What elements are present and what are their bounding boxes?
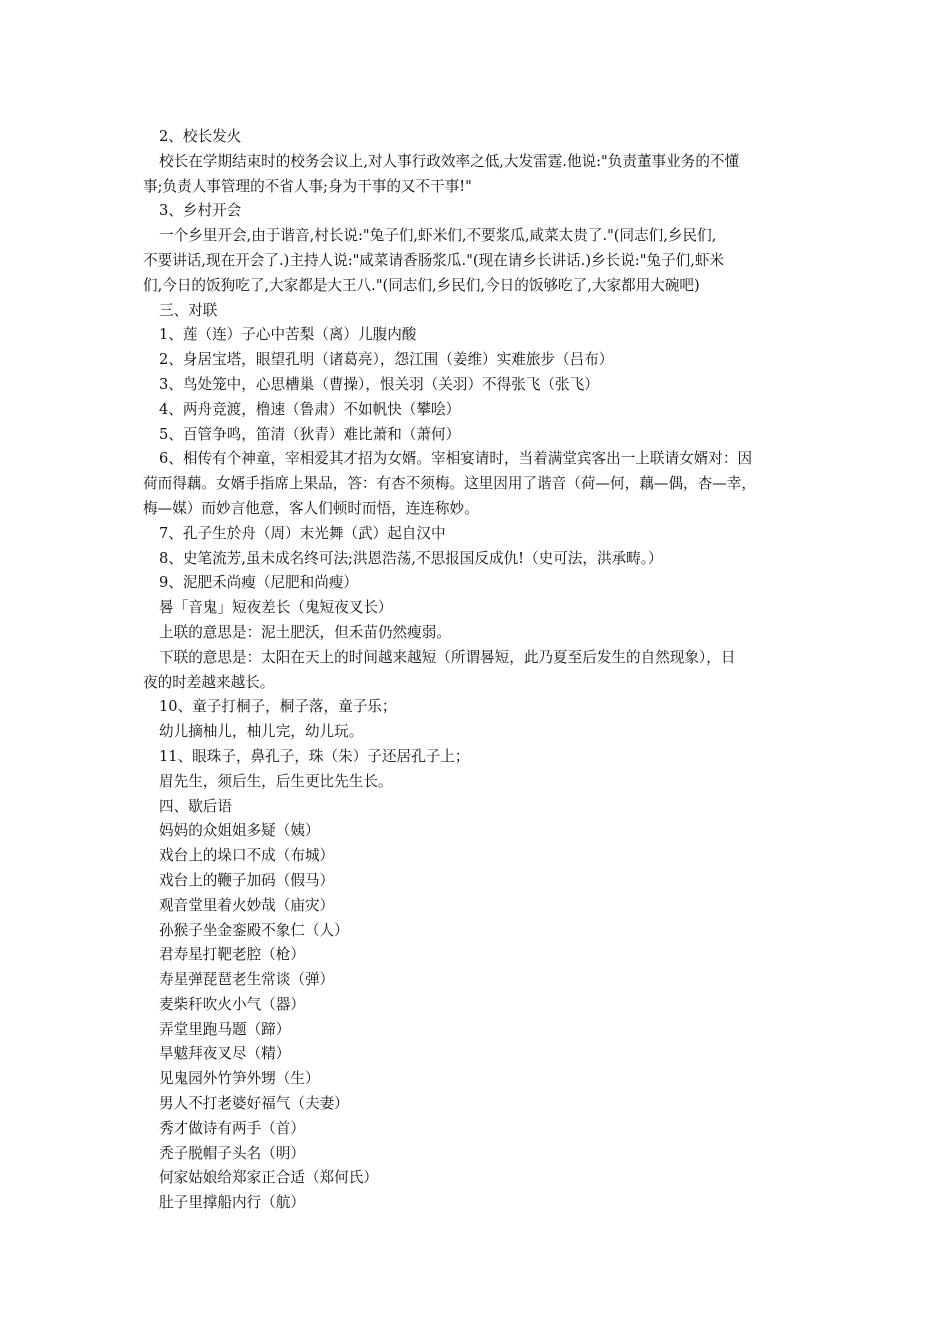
text-line: 肚子里撑船内行（航） — [159, 1194, 305, 1212]
text-line: 5、百管争鸣，笛清（狄青）难比萧和（萧何） — [159, 425, 461, 443]
text-line: 3、鸟处笼中，心思槽巢（曹操），恨关羽（关羽）不得张飞（张飞） — [159, 375, 599, 393]
text-line: 2、校长发火 — [159, 128, 242, 145]
text-line: 梅—媒）而妙言他意，客人们顿时而悟，连连称妙。 — [143, 499, 479, 517]
text-line: 何家姑娘给郑家正合适（郑何氏） — [159, 1169, 378, 1187]
text-line: 四、歇后语 — [159, 797, 232, 815]
text-line: 9、泥肥禾尚瘦（尼肥和尚瘦） — [159, 574, 359, 592]
text-line: 秀才做诗有两手（首） — [159, 1119, 305, 1137]
text-line: 10、童子打桐子，桐子落，童子乐； — [159, 698, 397, 716]
text-line: 见鬼园外竹笋外甥（生） — [159, 1070, 320, 1088]
text-line: 11、眼珠子，鼻孔子，珠（朱）子还居孔子上； — [159, 747, 470, 765]
text-line: 戏台上的鞭子加码（假马） — [159, 871, 335, 889]
text-line: 1、莲（连）子心中苦梨（离）儿腹内酸 — [159, 326, 417, 344]
text-line: 弄堂里跑马题（蹄） — [159, 1020, 291, 1038]
text-line: 们,今日的饭狗吃了,大家都是大王八."(同志们,乡民们,今日的饭够吃了,大家都用大碗吧) — [143, 276, 700, 294]
text-line: 校长在学期结束时的校务会议上,对人事行政效率之低,大发雷霆.他说:"负责董事业务的不懂 — [159, 152, 740, 170]
text-line: 君寿星打靶老腔（枪） — [159, 946, 305, 964]
text-line: 6、相传有个神童，宰相爱其才招为女婿。宰相宴请时，当着满堂宾客出一上联请女婿对：因 — [159, 450, 753, 468]
text-line: 三、对联 — [159, 301, 218, 319]
text-line: 旱魃拜夜叉尽（精） — [159, 1045, 291, 1063]
text-line: 8、史笔流芳,虽未成名终可法;洪恩浩荡,不思报国反成仇!（史可法，洪承畴。） — [159, 549, 663, 567]
text-line: 寿星弹琵琶老生常谈（弹） — [159, 971, 335, 989]
text-line: 戏台上的垛口不成（布城） — [159, 847, 335, 865]
text-line: 2、身居宝塔，眼望孔明（诸葛亮），怨江围（姜维）实难旅步（吕布） — [159, 351, 614, 369]
text-line: 上联的意思是：泥土肥沃，但禾苗仍然瘦弱。 — [159, 623, 451, 641]
text-line: 观音堂里着火妙哉（庙灾） — [159, 896, 335, 914]
text-line: 秃子脱帽子头名（明） — [159, 1144, 305, 1162]
text-line: 晷「音鬼」短夜差长（鬼短夜叉长） — [159, 599, 393, 617]
text-line: 3、乡村开会 — [159, 202, 242, 220]
text-line: 一个乡里开会,由于谐音,村长说:"兔子们,虾米们,不要浆瓜,咸菜太贵了."(同志们,乡民们, — [159, 227, 717, 245]
text-line: 男人不打老婆好福气（夫妻） — [159, 1095, 349, 1113]
text-line: 事;负责人事管理的不省人事;身为干事的又不干事!" — [143, 177, 472, 195]
text-line: 眉先生，须后生，后生更比先生长。 — [159, 772, 393, 790]
text-line: 下联的意思是：太阳在天上的时间越来越短（所谓晷短，此乃夏至后发生的自然现象），日 — [159, 648, 736, 666]
document-body — [143, 125, 811, 1216]
text-line: 孙猴子坐金銮殿不象仁（人） — [159, 921, 349, 939]
text-line: 荷而得藕。女婿手指席上果品，答：有杏不须梅。这里因用了谐音（荷—何，藕—偶，杏—幸， — [143, 475, 756, 493]
text-line: 7、孔子生於舟（周）末光舞（武）起自汉中 — [159, 524, 446, 542]
text-line: 麦柴秆吹火小气（器） — [159, 995, 305, 1013]
text-line: 不要讲话,现在开会了.)主持人说:"咸菜请香肠浆瓜."(现在请乡长讲话.)乡长说:"兔子们,虾米 — [143, 251, 725, 269]
text-line: 夜的时差越来越长。 — [143, 673, 275, 691]
text-line: 妈妈的众姐姐多疑（姨） — [159, 822, 320, 840]
text-line: 4、两舟竞渡，橹速（鲁肃）不如帆快（攀哙） — [159, 400, 461, 418]
text-line: 幼儿摘柚儿，柚儿完，幼儿玩。 — [159, 723, 364, 741]
